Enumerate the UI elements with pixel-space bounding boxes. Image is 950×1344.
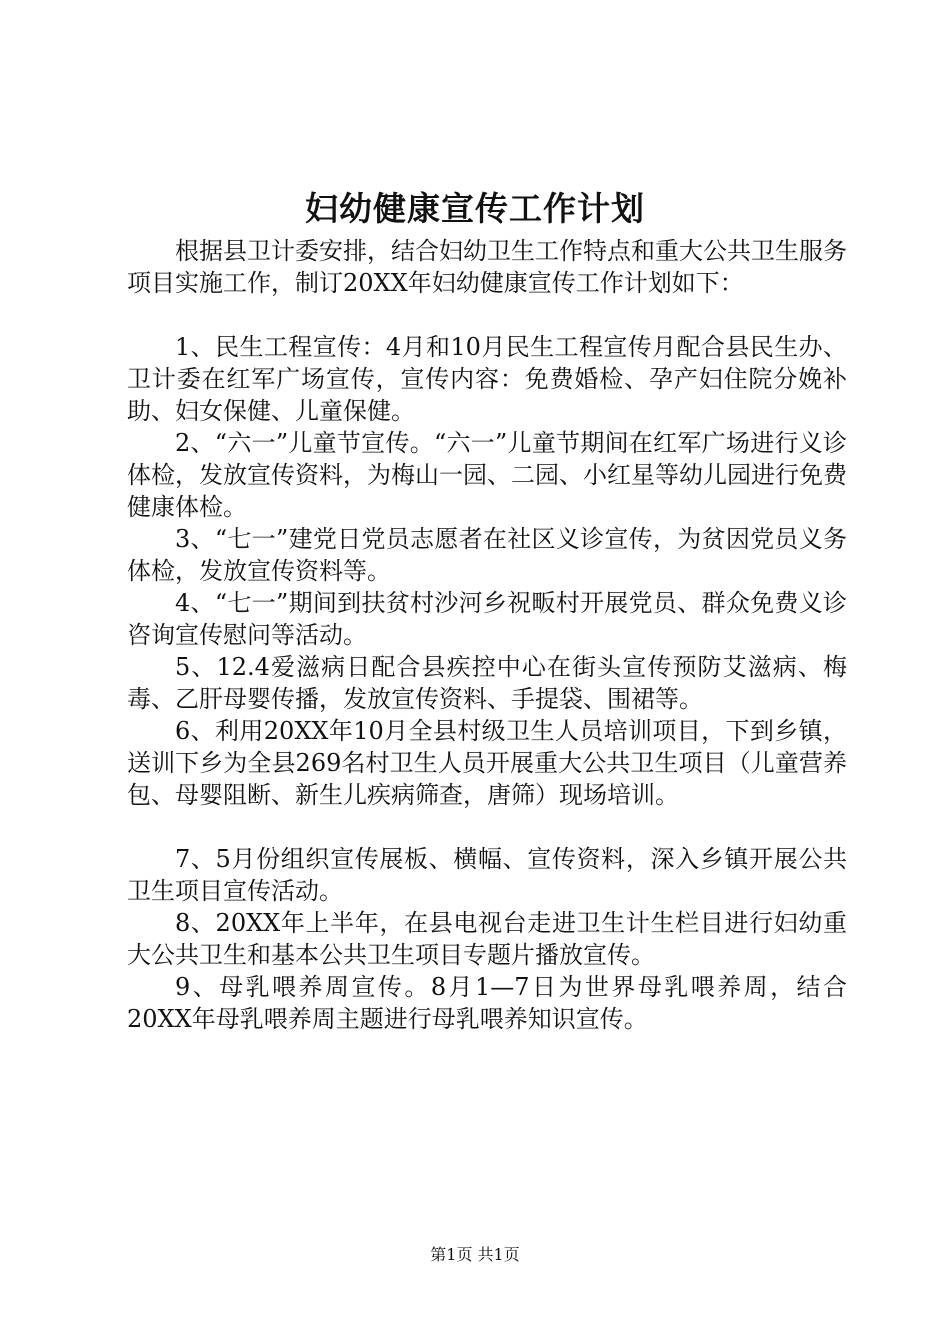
document-title: 妇幼健康宣传工作计划: [305, 189, 645, 228]
plan-item-5: 5、12.4爱滋病日配合县疾控中心在街头宣传预防艾滋病、梅毒、乙肝母婴传播，发放宣传资料、手提袋、围裙等。: [127, 653, 847, 713]
plan-item-9: 9、母乳喂养周宣传。8月1—7日为世界母乳喂养周，结合20XX年母乳喂养周主题进行母乳喂养知识宣传。: [127, 973, 847, 1033]
plan-item-4: 4、“七一”期间到扶贫村沙河乡祝畈村开展党员、群众免费义诊咨询宣传慰问等活动。: [127, 589, 847, 649]
document-body: [127, 235, 847, 1035]
plan-item-1: 1、民生工程宣传：4月和10月民生工程宣传月配合县民生办、卫计委在红军广场宣传，宣传内容：免费婚检、孕产妇住院分娩补助、妇女保健、儿童保健。: [127, 333, 847, 425]
plan-item-2: 2、“六一”儿童节宣传。“六一”儿童节期间在红军广场进行义诊体检，发放宣传资料，为梅山一园、二园、小红星等幼儿园进行免费健康体检。: [127, 429, 847, 521]
intro-paragraph: 根据县卫计委安排，结合妇幼卫生工作特点和重大公共卫生服务项目实施工作，制订20XX年妇幼健康宣传工作计划如下：: [127, 237, 847, 297]
plan-item-3: 3、“七一”建党日党员志愿者在社区义诊宣传，为贫因党员义务体检，发放宣传资料等。: [127, 525, 847, 585]
page-footer: 第1页 共1页: [430, 1245, 520, 1264]
plan-item-8: 8、20XX年上半年，在县电视台走进卫生计生栏目进行妇幼重大公共卫生和基本公共卫生项目专题片播放宣传。: [127, 909, 847, 969]
plan-item-6: 6、利用20XX年10月全县村级卫生人员培训项目，下到乡镇，送训下乡为全县269名村卫生人员开展重大公共卫生项目（儿童营养包、母婴阻断、新生儿疾病筛查，唐筛）现场培训。: [127, 717, 847, 809]
plan-item-7: 7、5月份组织宣传展板、横幅、宣传资料，深入乡镇开展公共卫生项目宣传活动。: [127, 845, 847, 905]
